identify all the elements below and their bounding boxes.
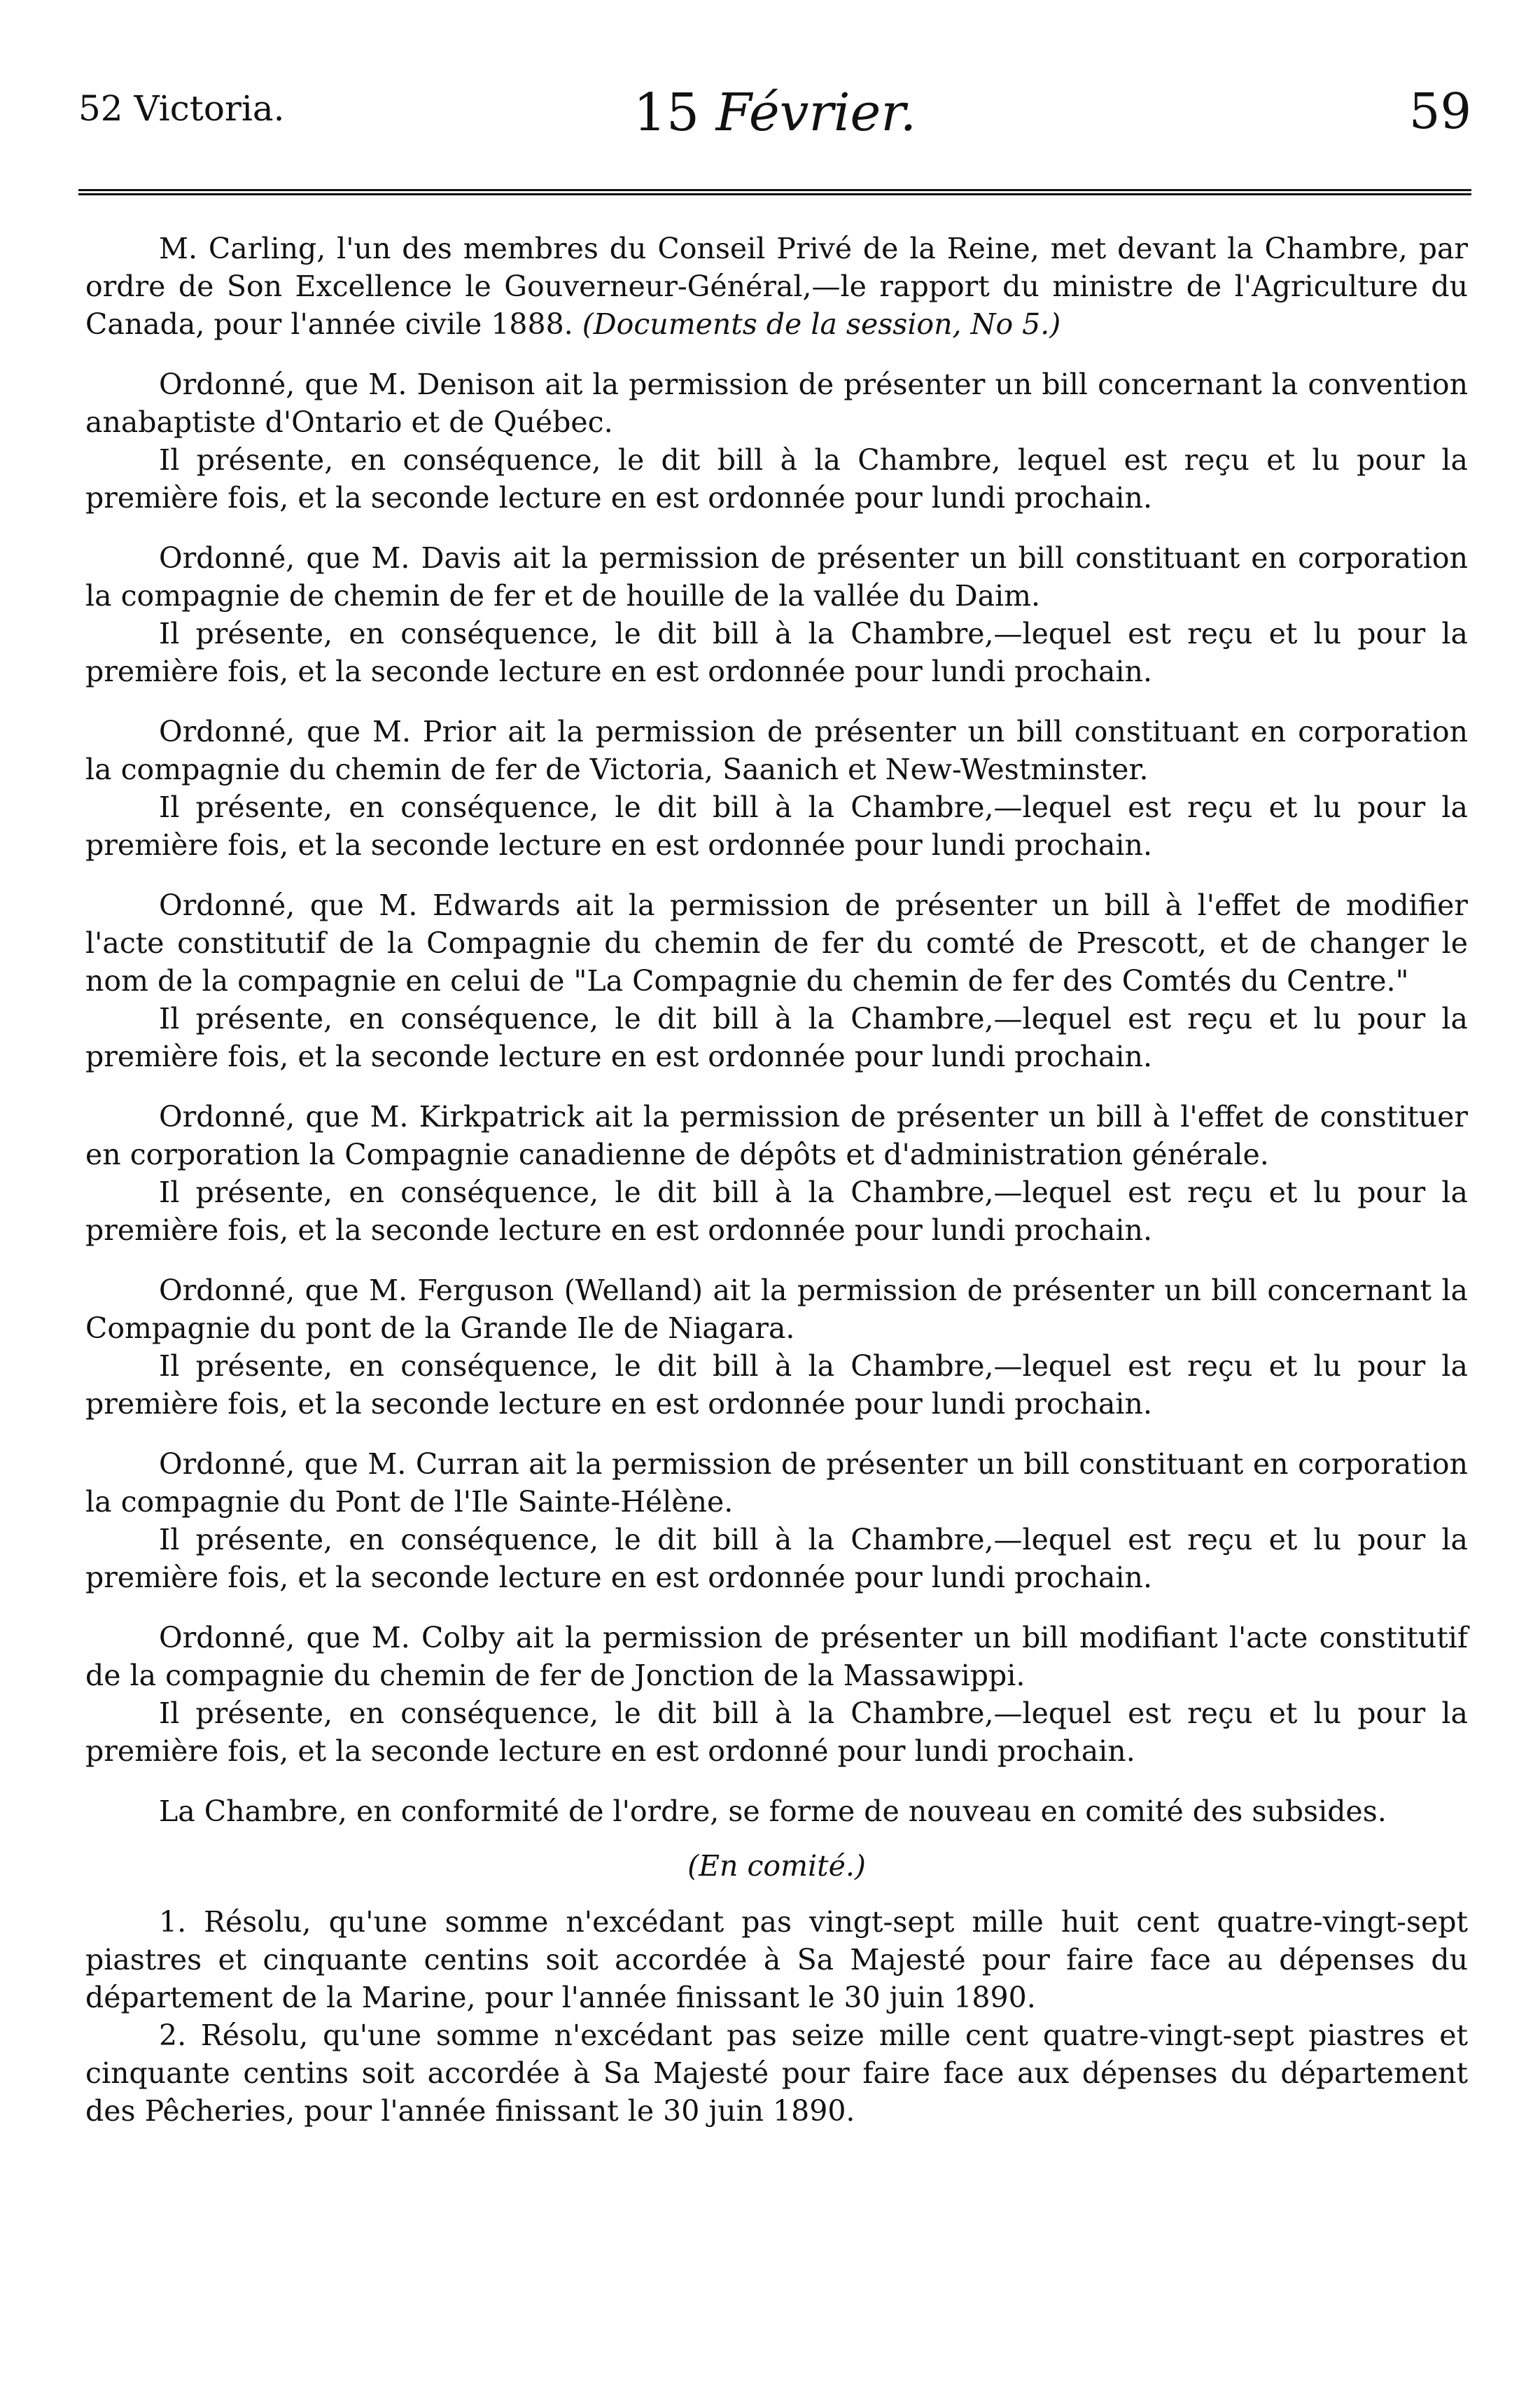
header-rule [78, 189, 1471, 197]
journal-body [85, 230, 1468, 2130]
paragraph-reading: Il présente, en conséquence, le dit bill à la Chambre, lequel est reçu et lu pour la première fois, et la seconde lecture en est ordonnée pour lundi prochain. [85, 443, 1468, 515]
paragraph-order: Ordonné, que M. Curran ait la permission de présenter un bill constituant en corporation la compagnie du Pont de l'Ile Sainte-Hélène. [85, 1447, 1468, 1519]
paragraph-reading: Il présente, en conséquence, le dit bill à la Chambre,—lequel est reçu et lu pour la première fois, et la seconde lecture en est ordonnée pour lundi prochain. [85, 1349, 1468, 1421]
paragraph-text: M. Carling, l'un des membres du Conseil Privé de la Reine, met devant la Chambre, par ordre de Son Excellence le Gouverneur-Général,—le rapport du ministre de l'Agriculture du Canada, pour l'année civile 1888. [85, 232, 1468, 341]
page-header [78, 83, 1471, 149]
paragraph-order: Ordonné, que M. Denison ait la permission de présenter un bill concernant la convention anabaptiste d'Ontario et de Québec. [85, 368, 1468, 439]
date-month: Février. [715, 83, 917, 143]
paragraph-reading: Il présente, en conséquence, le dit bill à la Chambre,—lequel est reçu et lu pour la première fois, et la seconde lecture en est ordonnée pour lundi prochain. [85, 1002, 1468, 1073]
resolution-1: 1. Résolu, qu'une somme n'excédant pas vingt-sept mille huit cent quatre-vingt-sept piastres et cinquante centins soit accordée à Sa Majesté pour faire face au dépenses du département de la Marine, pour l'année finissant le 30 juin 1890. [85, 1905, 1468, 2014]
paragraph-order: Ordonné, que M. Prior ait la permission de présenter un bill constituant en corporation la compagnie du chemin de fer de Victoria, Saanich et New-Westminster. [85, 715, 1468, 786]
committee-text: (En comité.) [687, 1849, 866, 1883]
paragraph-reading: Il présente, en conséquence, le dit bill à la Chambre,—lequel est reçu et lu pour la première fois, et la seconde lecture en est ordonné pour lundi prochain. [85, 1696, 1468, 1768]
page-date [78, 83, 1471, 143]
resolution-2: 2. Résolu, qu'une somme n'excédant pas seize mille cent quatre-vingt-sept piastres et cinquante centins soit accordée à Sa Majesté pour faire face aux dépenses du département des Pêcheries, pour l'année finissant le 30 juin 1890. [85, 2019, 1468, 2128]
paragraph-reading: Il présente, en conséquence, le dit bill à la Chambre,—lequel est reçu et lu pour la première fois, et la seconde lecture en est ordonnée pour lundi prochain. [85, 790, 1468, 862]
paragraph-order: Ordonné, que M. Colby ait la permission de présenter un bill modifiant l'acte constitutif de la compagnie du chemin de fer de Jonction de la Massawippi. [85, 1621, 1468, 1692]
paragraph-order: Ordonné, que M. Kirkpatrick ait la permission de présenter un bill à l'effet de constituer en corporation la Compagnie canadienne de dépôts et d'administration générale. [85, 1100, 1468, 1171]
document-reference: (Documents de la session, No 5.) [582, 307, 1061, 341]
paragraph-order: Ordonné, que M. Edwards ait la permission de présenter un bill à l'effet de modifier l'acte constitutif de la Compagnie du chemin de fer du comté de Prescott, et de changer le nom de la compagnie en celui de "La Compagnie du chemin de fer des Comtés du Centre." [85, 888, 1468, 998]
committee-heading [85, 1847, 1468, 1885]
paragraph-order: Ordonné, que M. Davis ait la permission de présenter un bill constituant en corporation la compagnie de chemin de fer et de houille de la vallée du Daim. [85, 541, 1468, 613]
paragraph-committee: La Chambre, en conformité de l'ordre, se forme de nouveau en comité des subsides. [159, 1794, 1387, 1828]
paragraph-reading: Il présente, en conséquence, le dit bill à la Chambre,—lequel est reçu et lu pour la première fois, et la seconde lecture en est ordonnée pour lundi prochain. [85, 1523, 1468, 1594]
paragraph-reading: Il présente, en conséquence, le dit bill à la Chambre,—lequel est reçu et lu pour la première fois, et la seconde lecture en est ordonnée pour lundi prochain. [85, 617, 1468, 688]
paragraph-report [85, 230, 1468, 343]
session-label: 52 Victoria. [78, 88, 285, 129]
paragraph-reading: Il présente, en conséquence, le dit bill à la Chambre,—lequel est reçu et lu pour la première fois, et la seconde lecture en est ordonnée pour lundi prochain. [85, 1176, 1468, 1247]
date-day: 15 [633, 83, 700, 143]
paragraph-order: Ordonné, que M. Ferguson (Welland) ait la permission de présenter un bill concernant la Compagnie du pont de la Grande Ile de Niagara. [85, 1274, 1468, 1345]
page-number: 59 [1408, 83, 1471, 140]
